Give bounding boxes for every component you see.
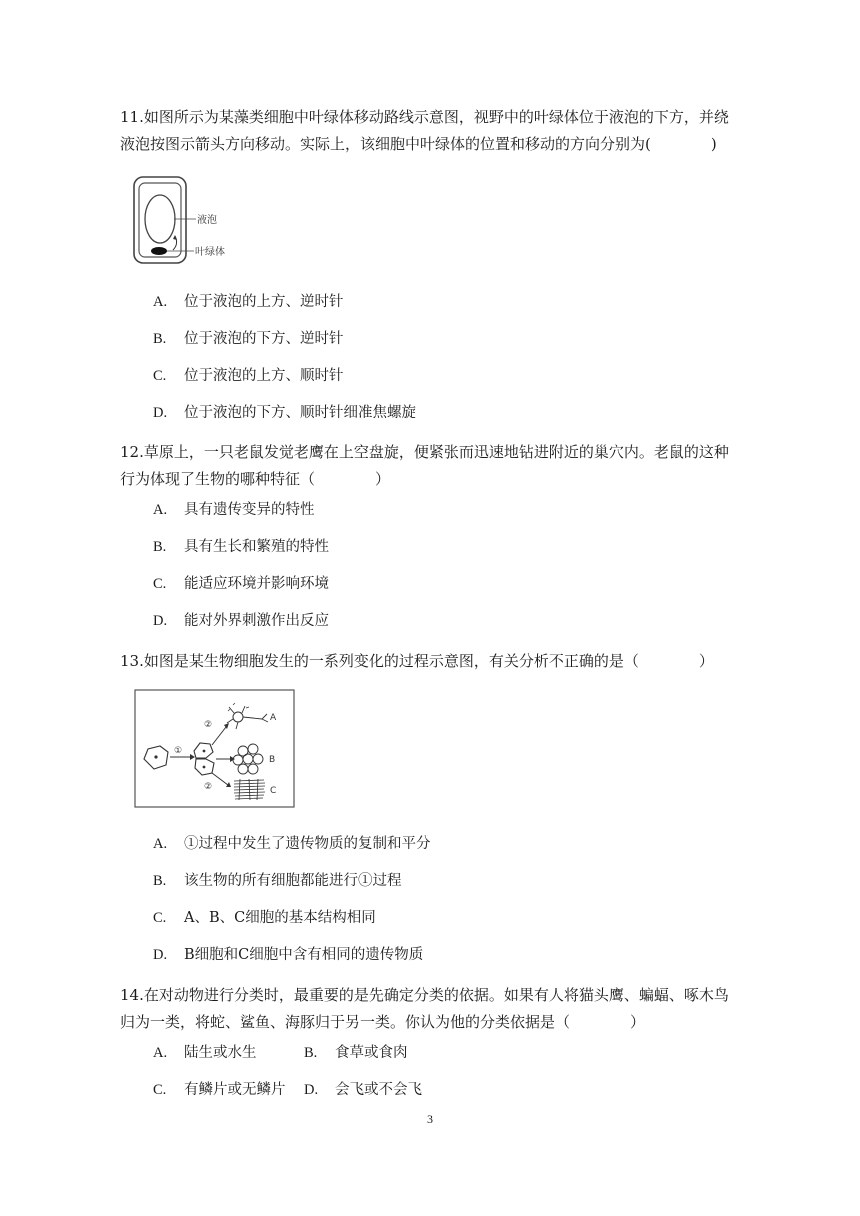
q13-option-a: A. ①过程中发生了遗传物质的复制和平分 [153, 836, 431, 852]
nucleus-dot [154, 755, 157, 758]
q14-option-a: A. 陆生或水生 [153, 1045, 257, 1061]
label-b: B [269, 755, 276, 765]
q13-option-b: B. 该生物的所有细胞都能进行①过程 [153, 873, 402, 889]
chloroplast-label: 叶绿体 [195, 247, 225, 258]
q12-option-a: A. 具有遗传变异的特性 [153, 502, 315, 518]
differentiation-arrow-c [212, 773, 228, 785]
cell-type-a-neuron [227, 703, 268, 729]
step-1-label: ① [174, 746, 183, 756]
q13-option-c: C. A、B、C细胞的基本结构相同 [153, 910, 376, 926]
step-2-label-bottom: ② [204, 782, 213, 792]
q11-option-a: A. 位于液泡的上方、逆时针 [153, 294, 344, 310]
step-2-label-top: ② [204, 720, 213, 730]
differentiation-arrow-a [212, 727, 226, 745]
chloroplast-shape [151, 247, 167, 255]
nucleus-dot [203, 766, 206, 769]
q14-option-c: C. 有鳞片或无鳞片 [153, 1082, 286, 1098]
vacuole-label: 液泡 [197, 215, 217, 226]
question-11-stem: 11.如图所示为某藻类细胞中叶绿体移动路线示意图，视野中的叶绿体位于液泡的下方，并绕液泡按图示箭头方向移动。实际上，该细胞中叶绿体的位置和移动的方向分别为( ) [120, 108, 729, 153]
arrow-head [173, 235, 177, 240]
q13-option-d: D. B细胞和C细胞中含有相同的遗传物质 [153, 947, 424, 963]
nucleus-dot [203, 750, 206, 753]
label-c: C [270, 786, 277, 796]
q12-option-d: D. 能对外界刺激作出反应 [153, 613, 329, 629]
q12-option-b: B. 具有生长和繁殖的特性 [153, 539, 329, 555]
q11-option-d: D. 位于液泡的下方、顺时针细准焦螺旋 [153, 405, 416, 421]
q11-option-c: C. 位于液泡的上方、顺时针 [153, 368, 344, 384]
question-12-stem: 12.草原上，一只老鼠发觉老鹰在上空盘旋，便紧张而迅速地钻进附近的巢穴内。老鼠的这种行为体现了生物的哪种特征（ ） [120, 443, 729, 488]
vacuole-shape [145, 195, 175, 243]
division-arrow-head [190, 754, 195, 760]
cell-type-c-fibers [234, 779, 265, 800]
process-diagram [134, 689, 296, 809]
q11-option-b: B. 位于液泡的下方、逆时针 [153, 331, 344, 347]
page-number: 3 [427, 1112, 433, 1126]
q14-option-b: B. 食草或食肉 [304, 1045, 408, 1061]
label-a: A [270, 713, 277, 723]
q12-option-c: C. 能适应环境并影响环境 [153, 576, 329, 592]
chloroplast-path-figure [130, 174, 250, 266]
question-14-stem: 14.在对动物进行分类时，最重要的是先确定分类的依据。如果有人将猫头鹰、蝙蝠、啄木鸟归为一类，将蛇、鲨鱼、海豚归于另一类。你认为他的分类依据是（ ） [120, 986, 729, 1031]
q14-option-d: D. 会飞或不会飞 [304, 1082, 422, 1098]
cell-type-b-cluster [233, 744, 263, 774]
question-13-stem: 13.如图是某生物细胞发生的一系列变化的过程示意图，有关分析不正确的是（ ） [120, 652, 714, 670]
cell-division-differentiation-figure [134, 689, 296, 809]
cell-diagram [130, 174, 250, 266]
